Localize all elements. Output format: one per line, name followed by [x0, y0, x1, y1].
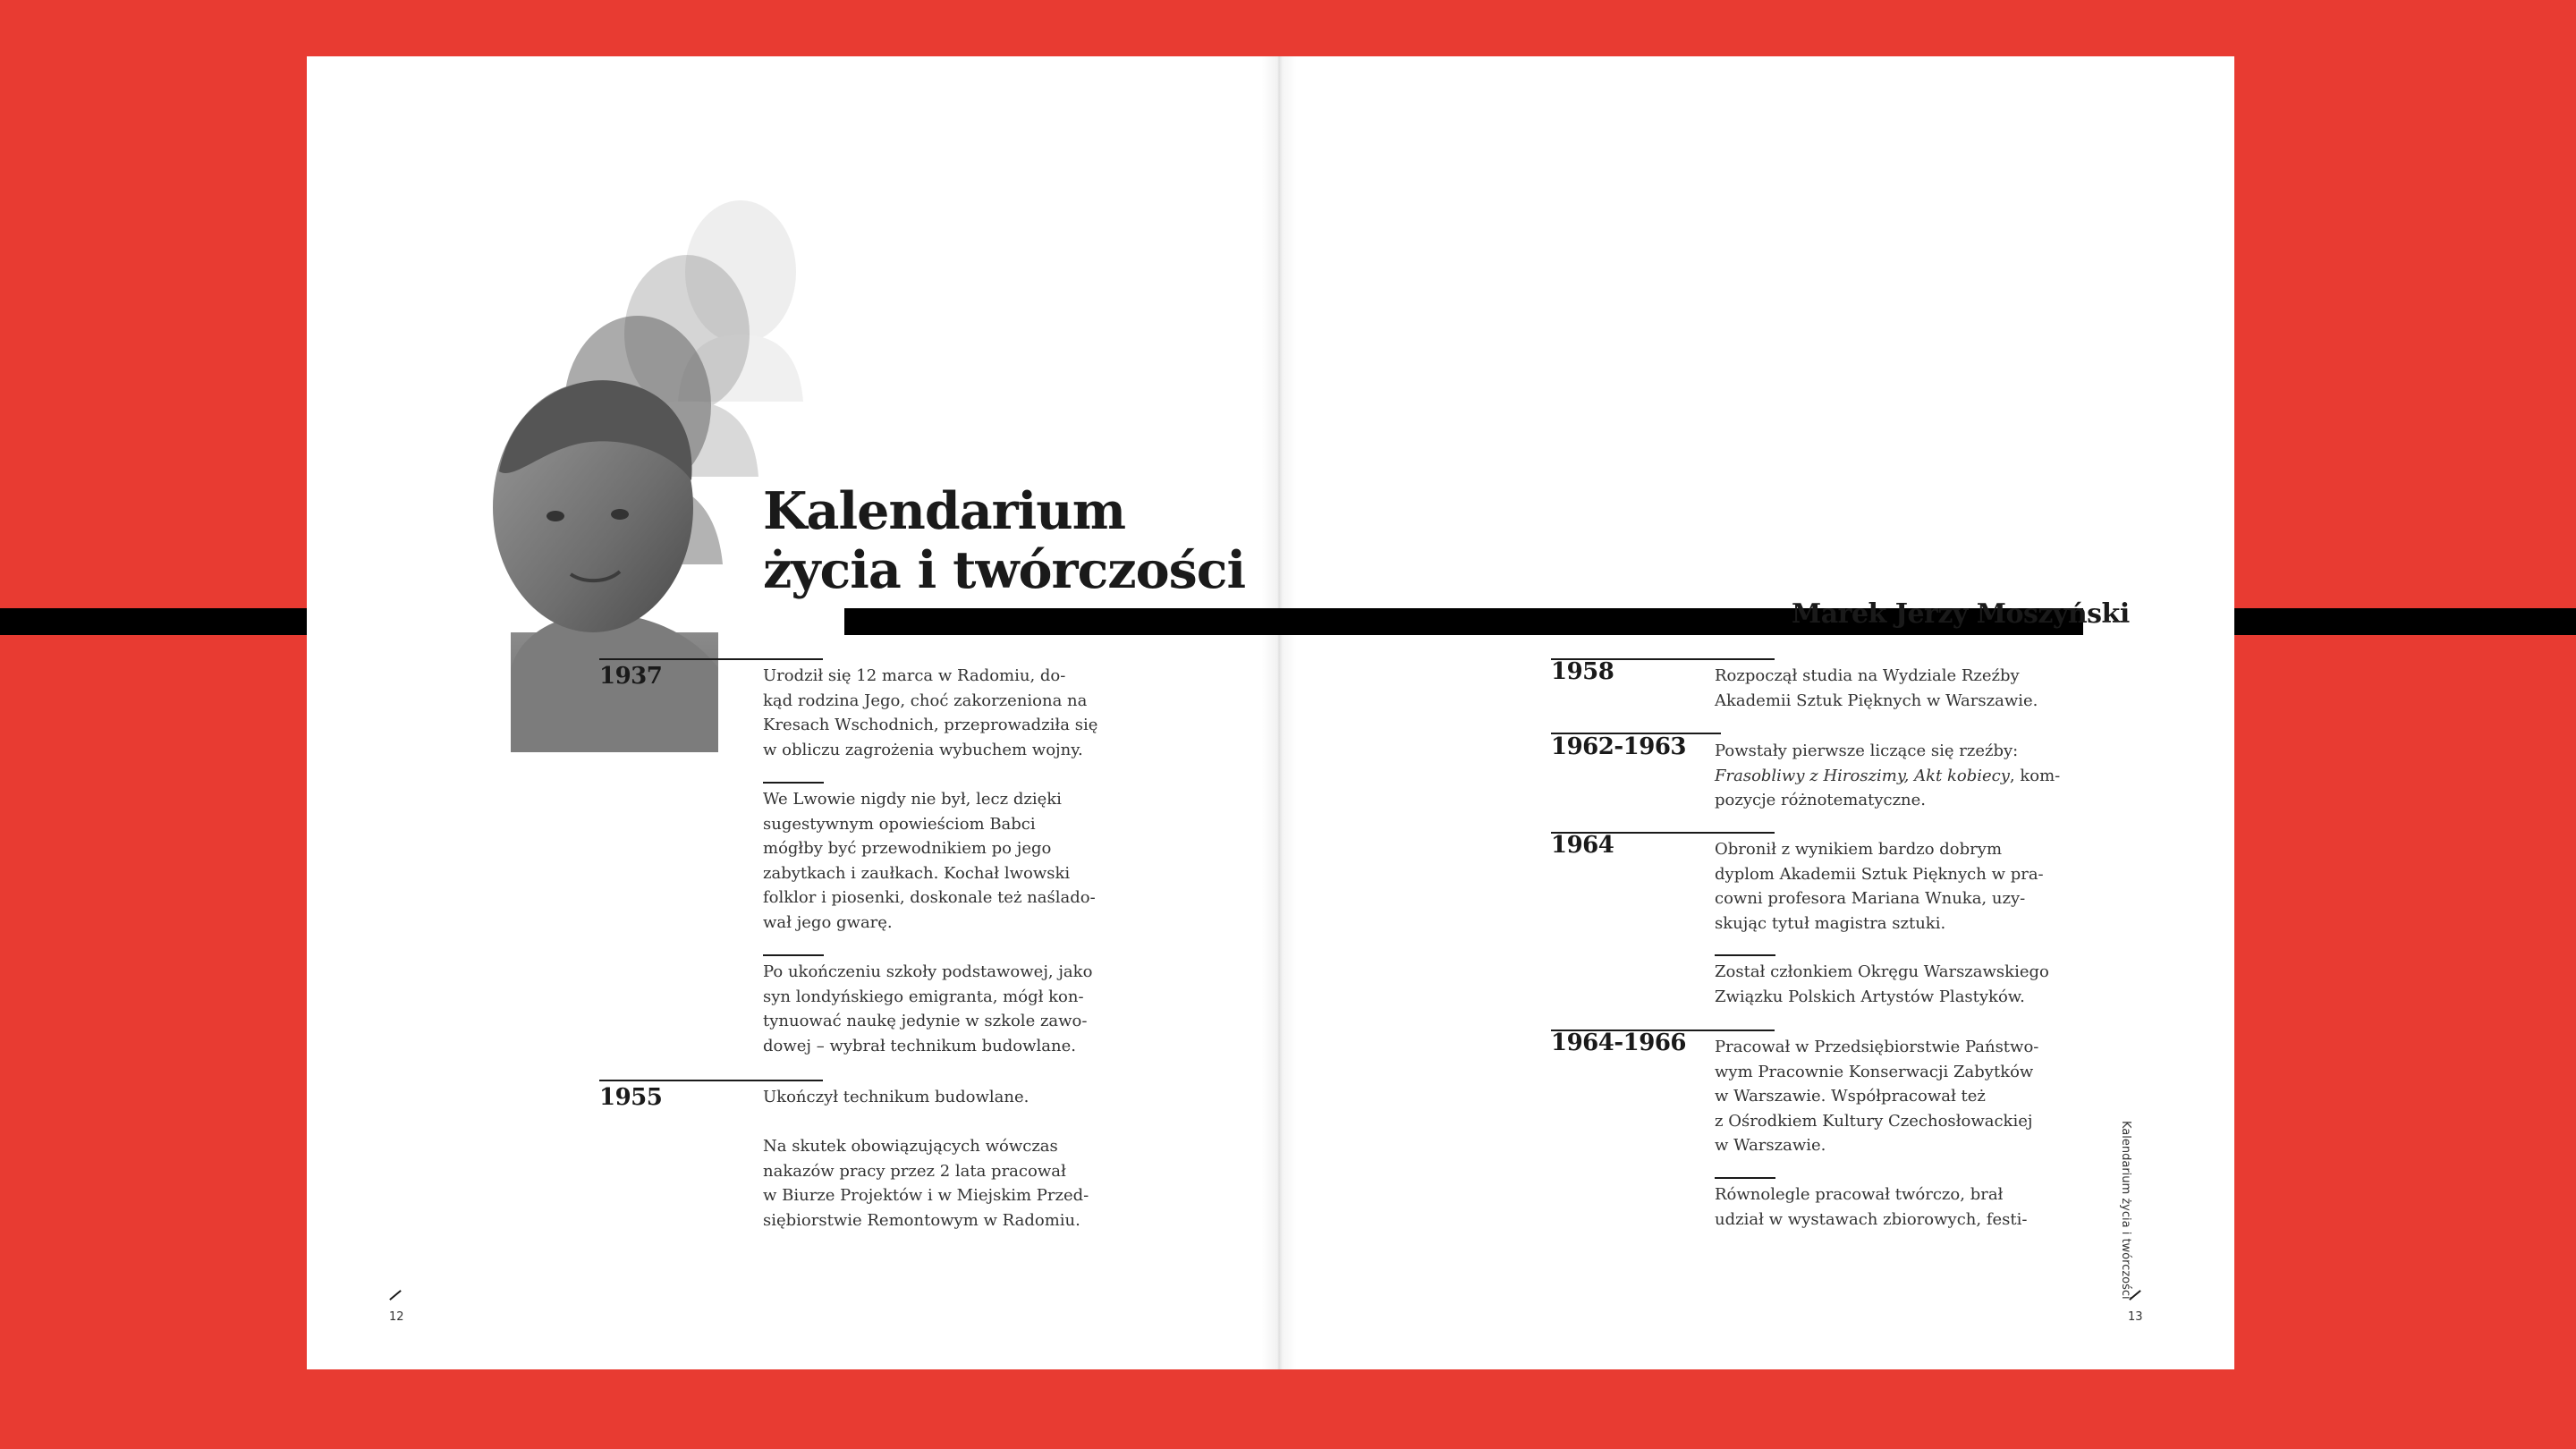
running-head [2119, 1121, 2141, 1335]
running-head-text: Kalendarium życia i twórczości [2119, 1121, 2132, 1300]
title-line-1: Kalendarium [763, 481, 1126, 541]
page-marker-slash [389, 1290, 402, 1301]
book-gutter [1261, 56, 1297, 1369]
entry-1958-paragraph-1 [1715, 664, 2038, 713]
text-line: Powstały pierwsze liczące się rzeźby: [1715, 741, 2019, 760]
text-line: skując tytuł magistra sztuki. [1715, 913, 1946, 933]
text-line: Po ukończeniu szkoły podstawowej, jako [763, 962, 1093, 981]
sculpture-titles: Frasobliwy z Hiroszimy, Akt kobiecy [1715, 766, 2010, 785]
text-line: Został członkiem Okręgu Warszawskiego [1715, 962, 2049, 981]
year-1958: 1958 [1551, 658, 1614, 685]
title-line-2: życia i twórczości [763, 540, 1246, 600]
year-1937: 1937 [599, 663, 663, 690]
text-line: w Warszawie. Współpracował też [1715, 1087, 1986, 1106]
entry-1937-paragraph-1 [763, 664, 1097, 762]
text-line: pozycje różnotematyczne. [1715, 791, 1927, 809]
portrait-photo-main [486, 373, 718, 752]
page-title [763, 482, 1245, 600]
entry-1937-paragraph-3 [763, 960, 1092, 1058]
text-line: Rozpoczął studia na Wydziale Rzeźby [1715, 666, 2020, 685]
year-rule-1955 [599, 1080, 823, 1081]
year-rule-1937 [599, 658, 823, 660]
page-number-left: 12 [389, 1310, 404, 1324]
text-line: wał jego gwarę. [763, 912, 893, 932]
text-line: nakazów pracy przez 2 lata pracował [763, 1161, 1066, 1181]
text-line: Związku Polskich Artystów Plastyków. [1715, 987, 2025, 1006]
text-line: Kresach Wschodnich, przeprowadziła się [763, 716, 1098, 734]
entry-1955-paragraph-1 [763, 1085, 1029, 1110]
year-1964-1966: 1964-1966 [1551, 1030, 1687, 1056]
text-line: Akademii Sztuk Pięknych w Warszawie. [1715, 691, 2038, 710]
text-line: w Biurze Projektów i w Miejskim Przed- [763, 1186, 1089, 1205]
paragraph-rule [763, 782, 824, 784]
text-line: Obronił z wynikiem bardzo dobrym [1715, 840, 2003, 859]
text-line: kąd rodzina Jego, choć zakorzeniona na [763, 691, 1088, 710]
book-spread [307, 56, 2234, 1369]
paragraph-rule [1715, 1177, 1775, 1179]
entry-1964-1966-paragraph-1 [1715, 1035, 2038, 1158]
text-line: syn londyńskiego emigranta, mógł kon- [763, 987, 1084, 1006]
text-line: w obliczu zagrożenia wybuchem wojny. [763, 740, 1083, 759]
text-line: We Lwowie nigdy nie był, lecz dzięki [763, 790, 1062, 809]
entry-1964-paragraph-1 [1715, 837, 2044, 936]
text-line: w Warszawie. [1715, 1136, 1826, 1155]
paragraph-rule [763, 954, 824, 956]
entry-1964-paragraph-2 [1715, 960, 2049, 1009]
entry-1964-1966-paragraph-2 [1715, 1182, 2027, 1232]
year-1964: 1964 [1551, 832, 1614, 859]
text-line: Równolegle pracował twórczo, brał [1715, 1185, 2004, 1204]
text-line: zabytkach i zaułkach. Kochał lwowski [763, 863, 1071, 883]
text-line: folklor i piosenki, doskonale też naślado- [763, 888, 1096, 907]
entry-1937-paragraph-2 [763, 787, 1096, 935]
text-line: dyplom Akademii Sztuk Pięknych w pra- [1715, 864, 2044, 884]
text-line: sugestywnym opowieściom Babci [763, 814, 1036, 834]
text-line: Ukończył technikum budowlane. [763, 1088, 1030, 1106]
text-line: Na skutek obowiązujących wówczas [763, 1137, 1058, 1156]
text-line: tynuować naukę jedynie w szkole zawo- [763, 1012, 1088, 1030]
text-line: Urodził się 12 marca w Radomiu, do- [763, 666, 1066, 685]
text-line: siębiorstwie Remontowym w Radomiu. [763, 1210, 1080, 1230]
text-line: wym Pracownie Konserwacji Zabytków [1715, 1062, 2034, 1081]
text-line: cowni profesora Mariana Wnuka, uzy- [1715, 889, 2026, 908]
year-1955: 1955 [599, 1084, 663, 1111]
text-line: Pracował w Przedsiębiorstwie Państwo- [1715, 1038, 2039, 1056]
text-line [1715, 764, 2060, 789]
author-name: Marek Jerzy Moszyński [1792, 598, 2130, 630]
text-line: dowej – wybrał technikum budowlane. [763, 1036, 1076, 1055]
page-number-right: 13 [2128, 1310, 2143, 1324]
text-line: z Ośrodkiem Kultury Czechosłowackiej [1715, 1111, 2033, 1131]
text-line-tail: , kom- [2009, 766, 2061, 785]
text-line: udział w wystawach zbiorowych, festi- [1715, 1209, 2028, 1229]
year-1962-1963: 1962-1963 [1551, 733, 1687, 760]
paragraph-rule [1715, 954, 1775, 956]
text-line: mógłby być przewodnikiem po jego [763, 839, 1052, 858]
entry-1962-1963-paragraph-1 [1715, 739, 2060, 813]
entry-1955-paragraph-2 [763, 1134, 1089, 1233]
